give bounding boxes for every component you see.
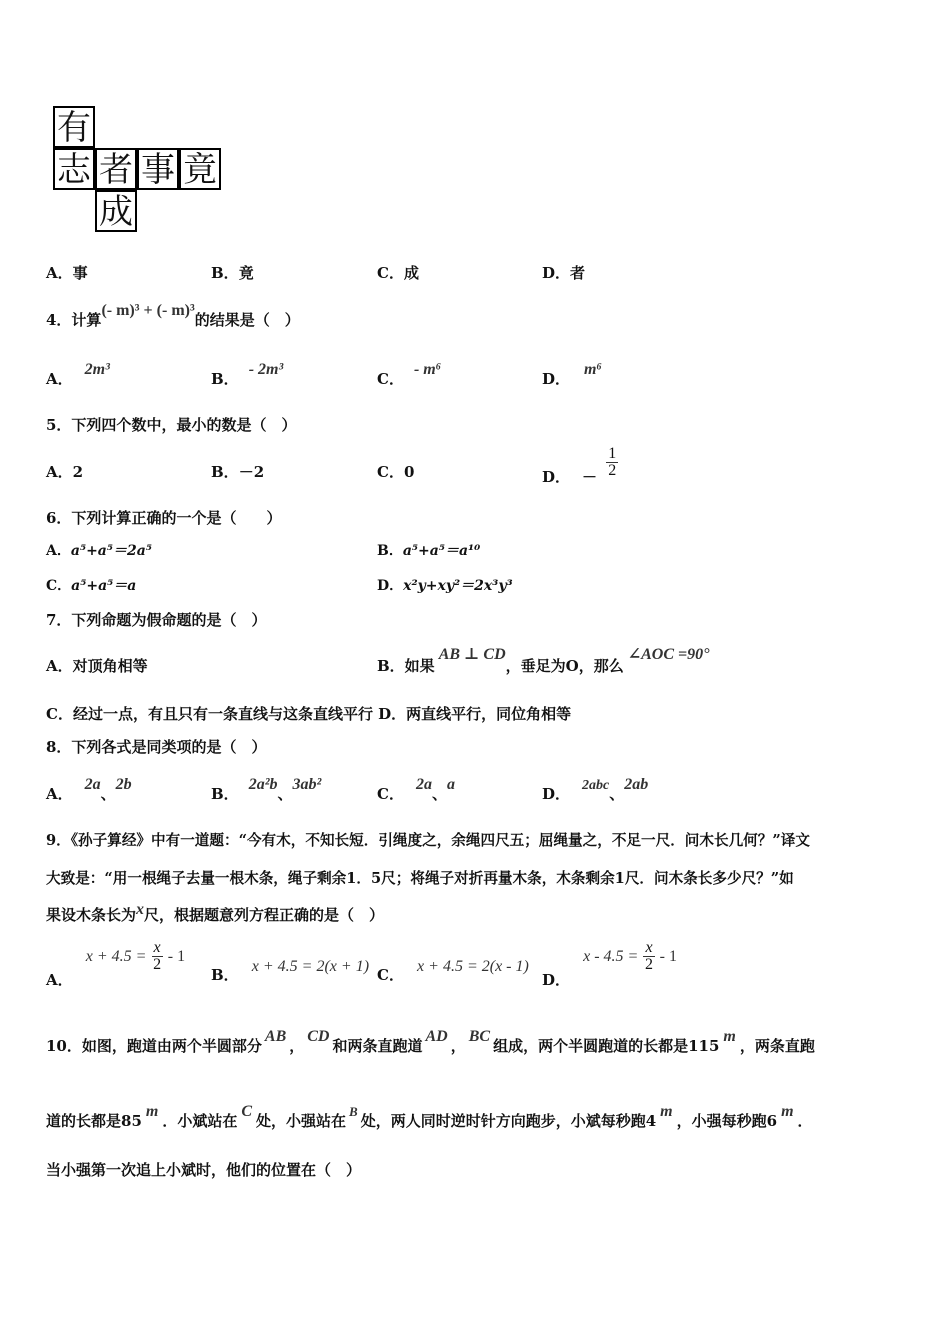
- q4-stem: 4．计算(- m)³ + (- m)³的结果是（ ）: [46, 302, 300, 329]
- q4-option-c: C．- m⁶: [377, 361, 442, 388]
- q9-option-d: D． x - 4.5 = $\frac{x}{2}$ - 1: [542, 939, 677, 989]
- q3-option-c: C．成: [377, 264, 419, 282]
- q8-option-c: C．2a、a: [377, 776, 455, 803]
- q8-option-d: D． 2abc、2ab: [542, 776, 649, 803]
- q9-line-3: 果设木条长为x尺，根据题意列方程正确的是（ ）: [46, 901, 385, 924]
- grid-cell: 者: [95, 148, 137, 190]
- q5-option-c: C．0: [377, 463, 415, 481]
- q9-option-a: A． x + 4.5 = $\frac{x}{2}$ - 1: [46, 939, 186, 989]
- q7-options-cd: C．经过一点，有且只有一条直线与这条直线平行 D．两直线平行，同位角相等: [46, 705, 572, 723]
- q9-option-c: C． x + 4.5 = 2(x - 1): [377, 958, 529, 984]
- q5-stem: 5．下列四个数中，最小的数是（ ）: [46, 416, 297, 434]
- q4-option-b: B．- 2m³: [211, 361, 284, 388]
- q3-option-d: D．者: [542, 264, 586, 282]
- q6-option-c: C．a⁵+a⁵＝a: [46, 578, 137, 594]
- q9-line-2: 大致是：“用一根绳子去量一根木条，绳子剩余1．5尺；将绳子对折再量木条，木条剩余1尺．问木条长多少尺？”如: [46, 870, 794, 887]
- grid-cell: 事: [137, 148, 179, 190]
- grid-cell: 志: [53, 148, 95, 190]
- q5-option-b: B．－2: [211, 463, 265, 481]
- grid-cell: 有: [53, 106, 95, 148]
- fraction: $\frac{x}{2}$: [153, 939, 162, 973]
- q9-line-1: 9．《孙子算经》中有一道题：“今有木，不知长短．引绳度之，余绳四尺五；屈绳量之，不足一尺．问木长几何？”译文: [46, 832, 810, 849]
- q4-option-d: D．m⁶: [542, 361, 603, 388]
- q9-option-b: B． x + 4.5 = 2(x + 1): [211, 958, 370, 984]
- q8-option-a: A．2a、2b: [46, 776, 132, 803]
- q7-option-b: B．如果AB ⊥ CD，垂足为O，那么∠AOC =90°: [377, 646, 710, 675]
- grid-cell: 竟: [179, 148, 221, 190]
- q5-option-a: A．2: [46, 463, 84, 481]
- q7-option-a: A．对顶角相等: [46, 657, 148, 675]
- q8-stem: 8．下列各式是同类项的是（ ）: [46, 738, 267, 756]
- q10-line-1: 10．如图，跑道由两个半圆部分AB，CD和两条直跑道AD，BC组成，两个半圆跑道的长都是115m，两条直跑: [46, 1028, 815, 1055]
- q3-option-a: A．事: [46, 264, 88, 282]
- q4-option-a: A．2m³: [46, 361, 110, 388]
- q6-option-d: D．x²y+xy²＝2x³y³: [377, 578, 513, 594]
- fraction: $\frac{1}{2}$: [608, 445, 617, 479]
- q6-stem: 6．下列计算正确的一个是（ ）: [46, 509, 282, 527]
- q10-line-3: 当小强第一次追上小斌时，他们的位置在（ ）: [46, 1161, 362, 1179]
- q6-option-b: B．a⁵+a⁵＝a¹⁰: [377, 543, 481, 559]
- fraction: $\frac{x}{2}$: [644, 939, 653, 973]
- grid-cell: 成: [95, 190, 137, 232]
- q8-option-b: B．2a²b、3ab²: [211, 776, 322, 803]
- q5-option-d: D． － $\frac{1}{2}$: [542, 445, 617, 486]
- q3-option-b: B．竟: [211, 264, 254, 282]
- q6-option-a: A．a⁵+a⁵＝2a⁵: [46, 543, 152, 559]
- q10-line-2: 道的长都是85m．小斌站在C处，小强站在B处，两人同时逆时针方向跑步，小斌每秒跑4m，小强每秒跑6m．: [46, 1103, 813, 1130]
- q7-stem: 7．下列命题为假命题的是（ ）: [46, 611, 267, 629]
